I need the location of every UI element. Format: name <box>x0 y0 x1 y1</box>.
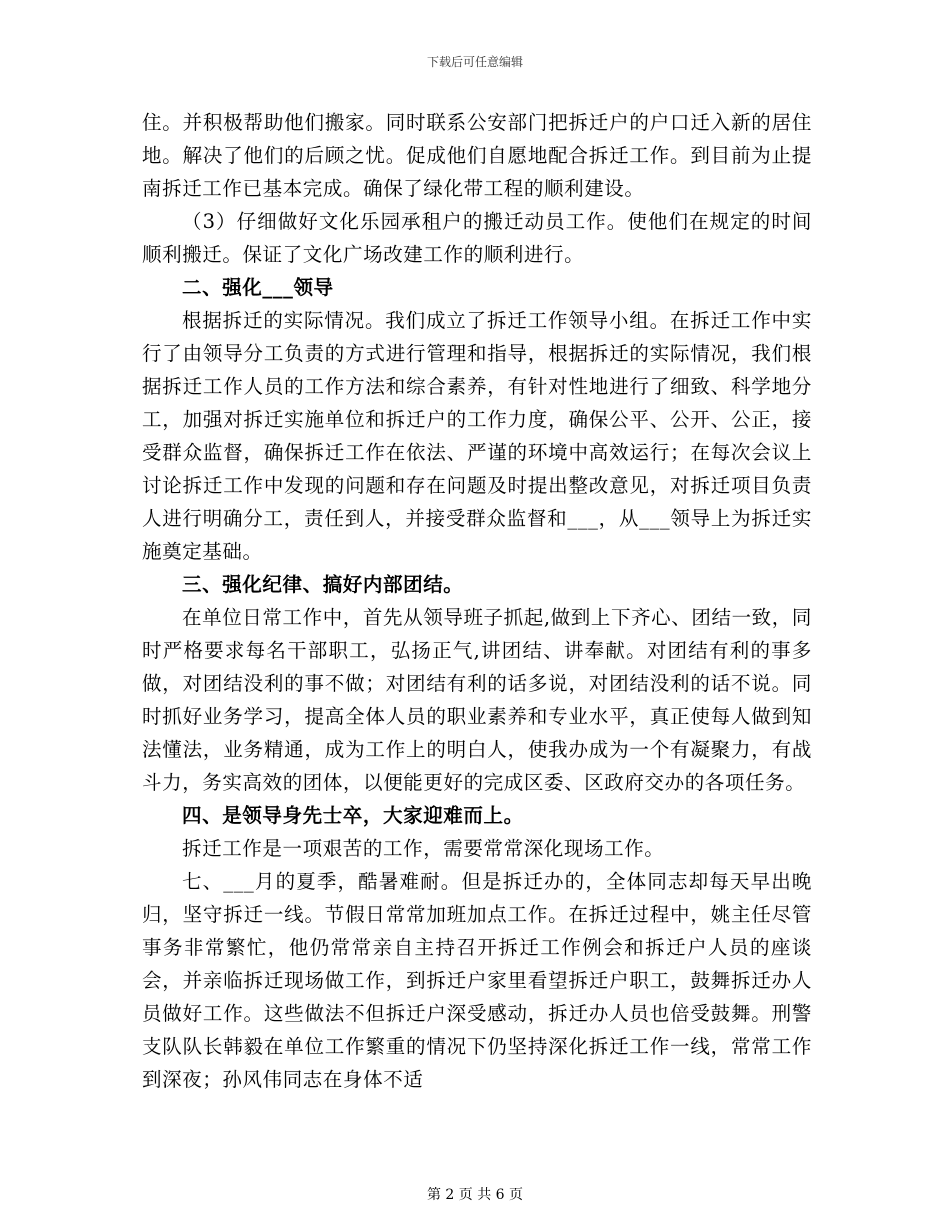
section-heading-4: 四、是领导身先士卒，大家迎难而上。 <box>182 804 524 827</box>
paragraph-4: 在单位日常工作中，首先从领导班子抓起,做到上下齐心、团结一致，同时严格要求每名干部职工，弘扬正气,讲团结、讲奉献。对团结有利的事多做，对团结没利的事不做；对团结有利的话多说，对团结没利的话不说。同时抓好业务学习，提高全体人员的职业素养和专业水平，真正使每人做到知法懂法，业务精通，成为工作上的明白人，使我办成为一个有凝聚力，有战斗力，务实高效的团体，以便能更好的完成区委、区政府交办的各项任务。 <box>142 606 812 794</box>
paragraph-6: 七、___月的夏季，酷暑难耐。但是拆迁办的，全体同志却每天早出晚归，坚守拆迁一线。节假日常常加班加点工作。在拆迁过程中，姚主任尽管事务非常繁忙，他仍常常亲自主持召开拆迁工作例会和拆迁户人员的座谈会，并亲临拆迁现场做工作，到拆迁户家里看望拆迁户职工，鼓舞拆迁办人员做好工作。这些做法不但拆迁户深受感动，拆迁办人员也倍受鼓舞。刑警支队队长韩毅在单位工作繁重的情况下仍坚持深化拆迁工作一线，常常工作到深夜；孙风伟同志在身体不适 <box>142 870 812 1091</box>
section-heading-3: 三、强化纪律、搞好内部团结。 <box>182 573 464 596</box>
paragraph-1: 住。并积极帮助他们搬家。同时联系公安部门把拆迁户的户口迁入新的居住地。解决了他们的后顾之忧。促成他们自愿地配合拆迁工作。到目前为止提南拆迁工作已基本完成。确保了绿化带工程的顺利建设。 <box>142 111 812 200</box>
section-heading-2: 二、强化___领导 <box>182 276 334 299</box>
paragraph-2: （3）仔细做好文化乐园承租户的搬迁动员工作。使他们在规定的时间顺利搬迁。保证了文化广场改建工作的顺利进行。 <box>142 210 812 266</box>
paragraph-3: 根据拆迁的实际情况。我们成立了拆迁工作领导小组。在拆迁工作中实行了由领导分工负责的方式进行管理和指导，根据拆迁的实际情况，我们根据拆迁工作人员的工作方法和综合素养，有针对性地进行了细致、科学地分工，加强对拆迁实施单位和拆迁户的工作力度，确保公平、公开、公正，接受群众监督，确保拆迁工作在依法、严谨的环境中高效运行；在每次会议上讨论拆迁工作中发现的问题和存在问题及时提出整改意见，对拆迁项目负责人进行明确分工，责任到人，并接受群众监督和___，从___领导上为拆迁实施奠定基础。 <box>142 309 812 563</box>
page-header: 下载后可任意编辑 <box>426 55 523 69</box>
page-footer: 第 2 页 共 6 页 <box>426 1187 524 1203</box>
document-body <box>142 106 812 1096</box>
paragraph-5: 拆迁工作是一项艰苦的工作，需要常常深化现场工作。 <box>182 837 665 860</box>
